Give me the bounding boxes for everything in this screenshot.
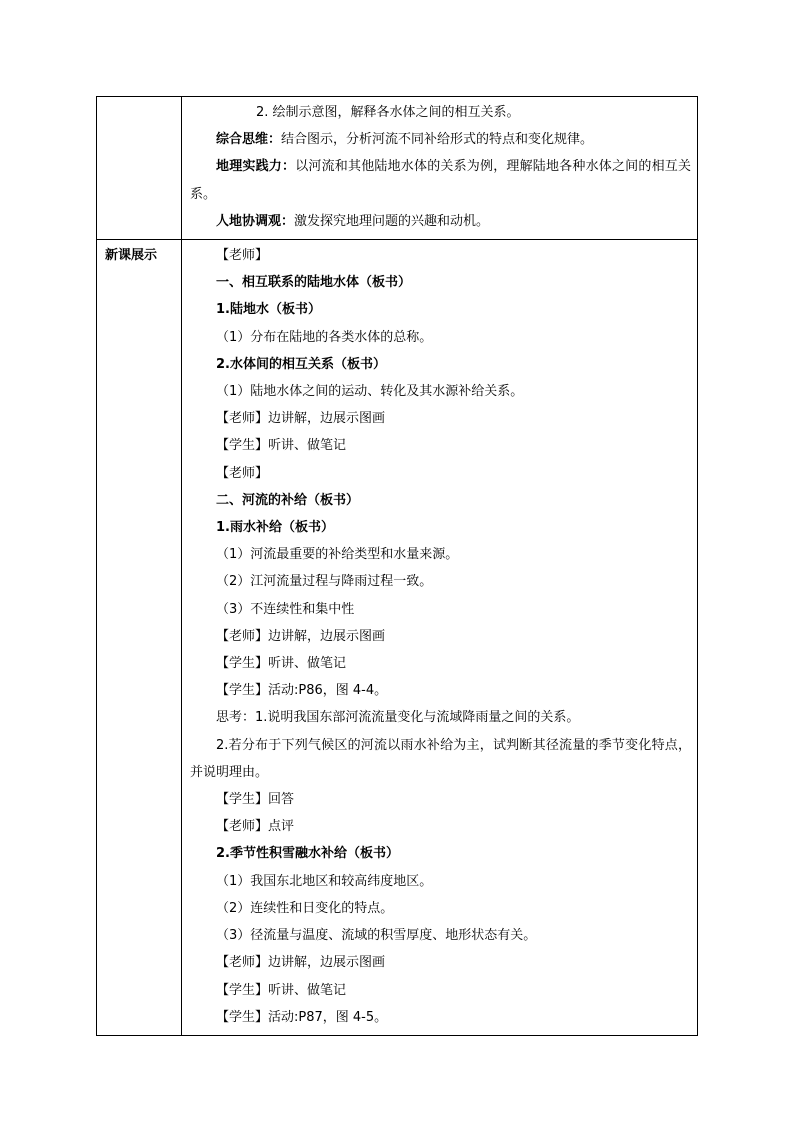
subsection-heading: 2.季节性积雪融水补给（板书） [216,846,399,862]
subsection-heading: 1.陆地水（板书） [216,302,321,318]
content-line: 【老师】边讲解，边展示图画 [216,628,386,644]
content-line: 【学生】听讲、做笔记 [216,438,347,454]
content-line: 【老师】 [216,465,269,481]
objective-text: 结合图示，分析河流不同补给形式的特点和变化规律。 [281,132,594,148]
objective-line: 2. 绘制示意图，解释各水体之间的相互关系。 [256,105,520,120]
content-line: 【学生】活动:P87，图 4-5。 [216,1009,388,1025]
objective-heading: 人地协调观： [216,213,295,229]
content-line: （1）陆地水体之间的运动、转化及其水源补给关系。 [216,384,524,400]
content-line: （1）河流最重要的补给类型和水量来源。 [216,547,459,563]
objective-line [190,208,691,235]
section-heading: 二、河流的补给（板书） [216,492,360,508]
section-heading: 一、相互联系的陆地水体（板书） [216,275,412,291]
content-line: （2）连续性和日变化的特点。 [216,900,394,916]
content-line: （1）我国东北地区和较高纬度地区。 [216,873,433,889]
objective-text: 激发探究地理问题的兴趣和动机。 [294,213,490,229]
objective-heading: 综合思维： [216,132,282,148]
content-line: 【学生】听讲、做笔记 [216,656,347,672]
objectives-cell [182,97,698,240]
objective-line [190,153,691,207]
content-line: 2.若分布于下列气候区的河流以雨水补给为主，试判断其径流量的季节变化特点，并说明理由。 [190,737,691,780]
content-line: 思考：1.说明我国东部河流流量变化与流域降雨量之间的关系。 [216,710,580,726]
lesson-content-cell [182,240,698,1036]
lesson-plan-table [96,96,698,1036]
table-row [97,97,698,240]
subsection-heading: 2.水体间的相互关系（板书） [216,356,386,372]
objective-line [190,126,691,153]
content-line: （3）不连续性和集中性 [216,601,355,617]
objective-heading: 地理实践力： [216,159,296,175]
content-line: 【老师】边讲解，边展示图画 [216,411,386,427]
content-line: 【学生】回答 [216,792,295,808]
content-line: 【老师】点评 [216,819,295,835]
content-line: 【老师】 [216,248,269,264]
subsection-heading: 1.雨水补给（板书） [216,520,334,536]
content-line: （1）分布在陆地的各类水体的总称。 [216,329,433,345]
content-line: 【老师】边讲解，边展示图画 [216,955,386,971]
content-line: 【学生】活动:P86，图 4-4。 [216,683,388,699]
table-row [97,240,698,1036]
row-label [97,97,182,240]
objective-text: 以河流和其他陆地水体的关系为例，理解陆地各种水体之间的相互关系。 [190,159,691,202]
content-line: （3）径流量与温度、流域的积雪厚度、地形状态有关。 [216,928,537,944]
content-line: （2）江河流量过程与降雨过程一致。 [216,574,433,590]
row-label: 新课展示 [97,240,182,1036]
content-line: 【学生】听讲、做笔记 [216,982,347,998]
